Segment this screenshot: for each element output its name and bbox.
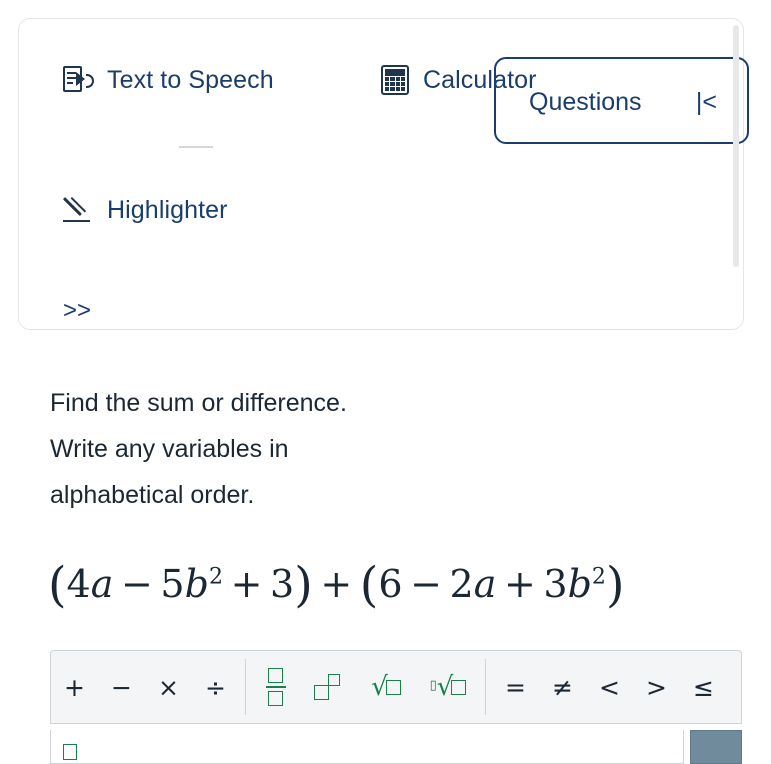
math-plus-button[interactable]: +: [64, 672, 85, 702]
expand-tools-button[interactable]: >>: [63, 297, 92, 324]
tool-divider: [179, 146, 213, 148]
math-fraction-button[interactable]: [252, 651, 299, 723]
expr-close-paren-1: ): [294, 558, 313, 613]
expr-var-a-1: a: [90, 562, 114, 607]
expr-op-5: +: [503, 562, 536, 607]
expr-var-a-2: a: [473, 562, 497, 607]
question-line-2: Write any variables in: [50, 435, 289, 463]
power-icon: [312, 674, 342, 700]
expr-op-4: −: [410, 562, 442, 607]
math-minus-button[interactable]: −: [111, 672, 132, 702]
text-to-speech-icon: [63, 65, 93, 95]
tool-highlighter[interactable]: [63, 195, 228, 225]
expr-op-2: +: [230, 562, 263, 607]
answer-input[interactable]: [50, 730, 684, 764]
question-line-3: alphabetical order.: [50, 481, 255, 509]
question-line-1: Find the sum or difference.: [50, 389, 347, 417]
math-palette-operators: [51, 651, 239, 723]
expr-const-2: 6: [378, 562, 403, 607]
math-palette-relations: [492, 651, 727, 723]
math-palette-structures: [252, 651, 479, 723]
expr-exp-2: 2: [591, 564, 606, 590]
sqrt-icon: √: [371, 672, 401, 702]
highlighter-item[interactable]: [63, 195, 228, 225]
math-palette-divider-1: [245, 659, 246, 715]
question-prompt: [50, 380, 610, 518]
expr-coef-2: 5: [160, 562, 185, 607]
text-to-speech-label: Text to Speech: [107, 65, 274, 94]
questions-label: Questions: [529, 88, 642, 116]
math-divide-button[interactable]: ÷: [205, 672, 226, 702]
expr-const-1: 3: [270, 562, 295, 607]
math-palette: [50, 650, 742, 724]
text-to-speech-item[interactable]: [63, 65, 274, 95]
expr-open-paren-1: (: [48, 558, 67, 613]
math-equals-button[interactable]: =: [505, 672, 526, 702]
expr-op-1: −: [120, 562, 153, 607]
math-sqrt-button[interactable]: [355, 651, 417, 723]
highlighter-label: Highlighter: [107, 195, 228, 224]
expr-coef-4: 3: [543, 562, 568, 607]
tool-text-to-speech[interactable]: [63, 65, 274, 95]
answer-submit-button[interactable]: [690, 730, 742, 764]
expr-close-paren-2: ): [605, 558, 625, 613]
highlighter-icon: [63, 195, 93, 225]
math-nth-root-button[interactable]: [417, 651, 479, 723]
answer-placeholder-icon: [63, 744, 77, 760]
math-not-equals-button[interactable]: ≠: [552, 672, 573, 702]
expr-open-paren-2: (: [359, 558, 379, 613]
expr-coef-1: 4: [66, 562, 91, 607]
tools-panel: [18, 18, 744, 330]
calculator-icon: [381, 65, 409, 95]
math-expression: [48, 558, 625, 613]
expr-var-b-1: b: [184, 562, 209, 607]
math-greater-than-button[interactable]: >: [646, 672, 667, 702]
math-power-button[interactable]: [299, 651, 355, 723]
expr-exp-1: 2: [208, 564, 223, 590]
expr-var-b-2: b: [567, 562, 592, 607]
expr-op-3: +: [320, 562, 353, 607]
previous-question-icon[interactable]: |<: [695, 88, 717, 116]
tools-panel-scrollbar[interactable]: [733, 25, 739, 267]
math-palette-divider-2: [485, 659, 486, 715]
nth-root-icon: ▯√: [430, 672, 467, 702]
calculator-label: Calculator: [423, 65, 537, 94]
math-less-than-button[interactable]: <: [599, 672, 620, 702]
math-times-button[interactable]: ×: [158, 672, 179, 702]
expr-coef-3: 2: [449, 562, 474, 607]
questions-button[interactable]: [494, 57, 749, 144]
math-less-equal-button[interactable]: ≤: [693, 672, 714, 702]
fraction-icon: [266, 668, 286, 706]
